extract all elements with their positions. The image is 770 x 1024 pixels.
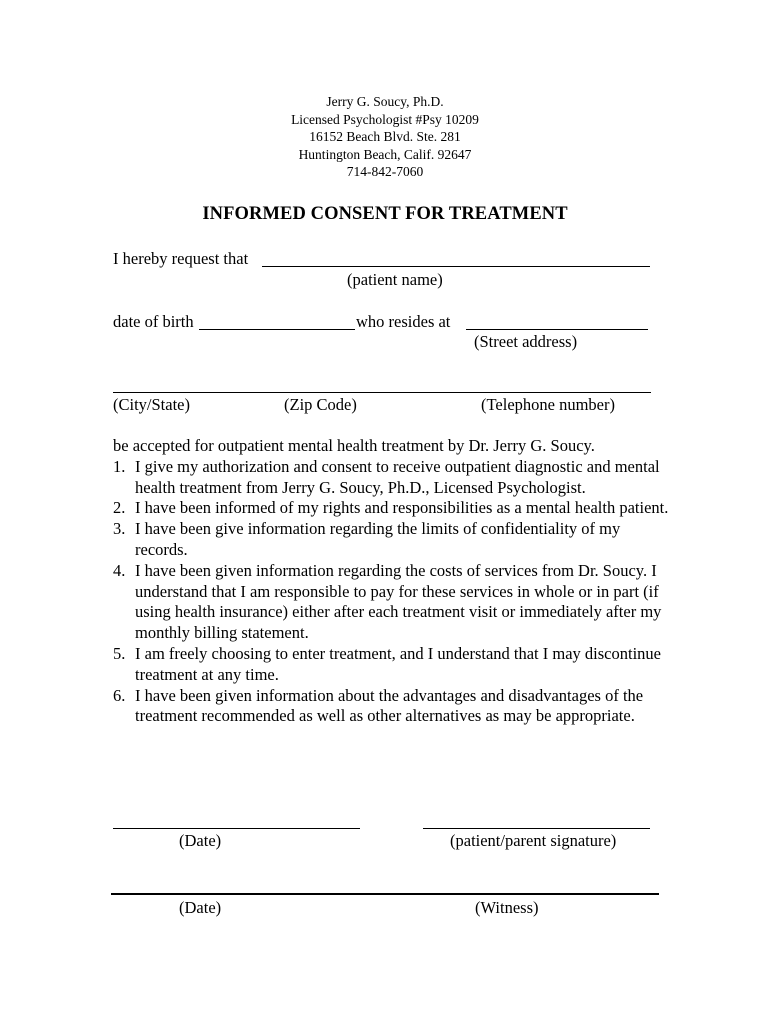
dob-field[interactable]	[199, 329, 355, 330]
dob-label: date of birth	[113, 312, 194, 331]
witness-signature-line[interactable]	[111, 893, 659, 895]
resides-label: who resides at	[356, 312, 451, 331]
street-caption: (Street address)	[474, 332, 578, 351]
request-label: I hereby request that	[113, 249, 249, 268]
consent-item: 6. I have been given information about the advantages and disadvantages of the treatment recommended as well as other alternatives as may be appropriate.	[113, 685, 644, 726]
consent-statements	[113, 436, 673, 727]
consent-item: 3. I have been give information regarding the limits of confidentiality of my records.	[113, 519, 621, 559]
practitioner-name: Jerry G. Soucy, Ph.D.	[326, 94, 444, 109]
request-row	[113, 249, 248, 269]
letterhead	[0, 93, 770, 181]
street-address: 16152 Beach Blvd. Ste. 281	[309, 129, 461, 145]
zip-caption: (Zip Code)	[284, 395, 357, 414]
consent-item: 1. I give my authorization and consent to receive outpatient diagnostic and mental health treatment from Jerry G. Soucy, Ph.D., Licensed Psychologist.	[113, 456, 660, 497]
date-caption-1: (Date)	[179, 831, 222, 850]
phone-caption: (Telephone number)	[481, 395, 615, 414]
consent-list	[113, 457, 673, 727]
street-address-field[interactable]	[466, 329, 648, 330]
patient-signature-caption: (patient/parent signature)	[450, 831, 617, 850]
patient-signature-field[interactable]	[423, 828, 650, 829]
consent-intro: be accepted for outpatient mental health treatment by Dr. Jerry G. Soucy.	[113, 436, 595, 455]
patient-name-caption: (patient name)	[347, 270, 443, 289]
city-address: Huntington Beach, Calif. 92647	[298, 146, 472, 162]
witness-caption: (Witness)	[475, 898, 539, 917]
phone-number: 714-842-7060	[346, 164, 424, 180]
consent-item: 5. I am freely choosing to enter treatment, and I understand that I may discontinue treatment at any time.	[113, 643, 661, 684]
date-caption-2: (Date)	[179, 898, 222, 917]
city-zip-phone-field[interactable]	[113, 392, 651, 393]
patient-name-field[interactable]	[262, 266, 650, 267]
consent-item: 2. I have been informed of my rights and responsibilities as a mental health patient.	[113, 498, 669, 518]
date-field-1[interactable]	[113, 828, 360, 829]
page-title: INFORMED CONSENT FOR TREATMENT	[202, 204, 568, 224]
consent-item: 4. I have been given information regarding the costs of services from Dr. Soucy. I understand that I am responsible to pay for these services in whole or in part (if using health insurance) either after each treatment visit or immediately after my monthly billing statement.	[113, 560, 662, 643]
license-number: Licensed Psychologist #Psy 10209	[291, 111, 479, 127]
city-caption: (City/State)	[113, 395, 190, 414]
